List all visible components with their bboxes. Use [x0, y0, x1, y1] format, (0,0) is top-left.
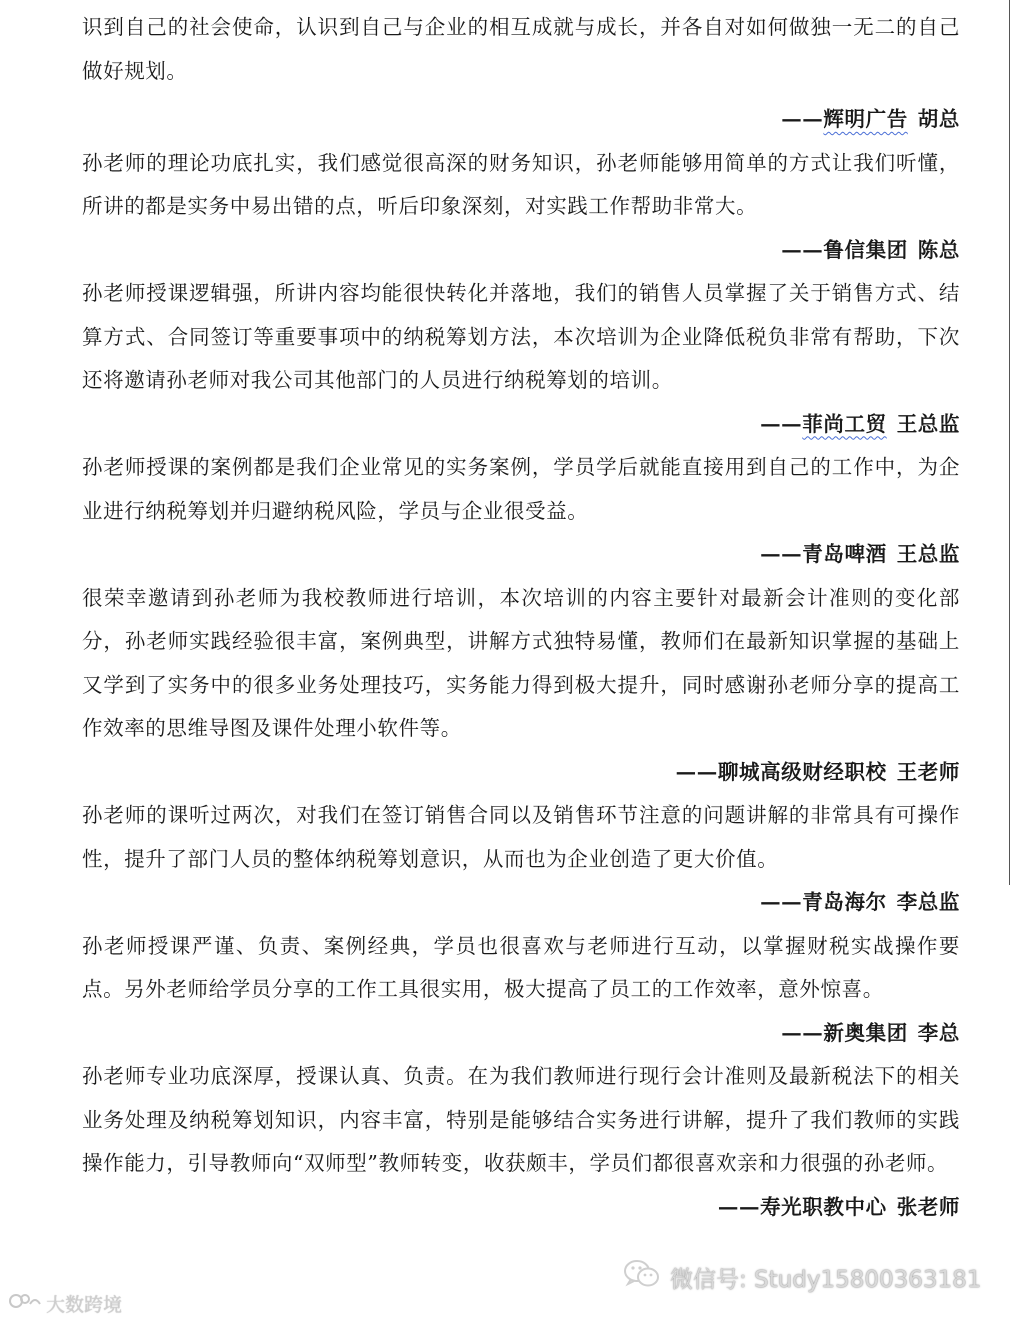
- signature-person: 陈总: [917, 237, 960, 262]
- signature-organization: 菲尚工贸: [802, 411, 887, 436]
- signature-person: 李总: [917, 1020, 960, 1045]
- signature-person: 王总监: [896, 542, 960, 566]
- testimonial-paragraph: 孙老师的课听过两次，对我们在签订销售合同以及销售环节注意的问题讲解的非常具有可操作性，提升了部门人员的整体纳税筹划意识，从而也为企业创造了更大价值。: [82, 803, 960, 871]
- watermark-right-text: 微信号: Study15800363181: [670, 1266, 982, 1293]
- testimonial-signature: [82, 751, 960, 795]
- signature-organization: 青岛海尔: [802, 890, 887, 914]
- signature-dash: ——: [781, 1020, 824, 1045]
- testimonial-signature: [82, 403, 960, 447]
- signature-dash: ——: [760, 542, 803, 566]
- page-edge-rule: [1009, 0, 1010, 885]
- signature-dash: ——: [717, 1194, 761, 1219]
- testimonial-signature: [82, 1012, 960, 1056]
- signature-organization: 辉明广告: [823, 107, 908, 131]
- wechat-icon: [622, 1258, 662, 1296]
- testimonial-paragraph: 识到自己的社会使命，认识到自己与企业的相互成就与成长，并各自对如何做独一无二的自己做好规划。: [82, 15, 960, 83]
- signature-organization: 寿光职教中心: [760, 1194, 887, 1219]
- signature-organization: 鲁信集团: [823, 237, 908, 262]
- testimonial-signature: [82, 1186, 960, 1230]
- testimonial-signature: [82, 881, 960, 925]
- signature-person: 王老师: [896, 759, 960, 784]
- testimonial-signature: [82, 98, 960, 142]
- testimonial-signature: [82, 533, 960, 577]
- signature-organization: 新奥集团: [823, 1020, 908, 1045]
- signature-person: 李总监: [896, 890, 960, 914]
- testimonials-body: [82, 6, 960, 1229]
- signature-organization: 青岛啤酒: [802, 542, 887, 566]
- signature-person: 王总监: [896, 411, 960, 436]
- testimonial-paragraph: 孙老师专业功底深厚，授课认真、负责。在为我们教师进行现行会计准则及最新税法下的相关业务处理及纳税筹划知识，内容丰富，特别是能够结合实务进行讲解，提升了我们教师的实践操作能力，引导教师向“双师型”教师转变，收获颇丰，学员们都很喜欢亲和力很强的孙老师。: [82, 1064, 960, 1175]
- testimonial-paragraph: 很荣幸邀请到孙老师为我校教师进行培训，本次培训的内容主要针对最新会计准则的变化部分，孙老师实践经验很丰富，案例典型，讲解方式独特易懂，教师们在最新知识掌握的基础上又学到了实务中的很多业务处理技巧，实务能力得到极大提升，同时感谢孙老师分享的提高工作效率的思维导图及课件处理小软件等。: [82, 585, 960, 740]
- watermark-left: [8, 1290, 122, 1317]
- signature-dash: ——: [760, 411, 803, 436]
- signature-person: 张老师: [896, 1194, 960, 1219]
- signature-dash: ——: [760, 890, 803, 914]
- testimonial-paragraph: 孙老师授课的案例都是我们企业常见的实务案例，学员学后就能直接用到自己的工作中，为企业进行纳税筹划并归避纳税风险，学员与企业很受益。: [82, 455, 960, 523]
- signature-organization: 聊城高级财经职校: [717, 759, 887, 784]
- watermark-right: [622, 1258, 981, 1296]
- testimonial-signature: [82, 229, 960, 273]
- testimonial-paragraph: 孙老师授课逻辑强，所讲内容均能很快转化并落地，我们的销售人员掌握了关于销售方式、结算方式、合同签订等重要事项中的纳税筹划方法，本次培训为企业降低税负非常有帮助，下次还将邀请孙老师对我公司其他部门的人员进行纳税筹划的培训。: [82, 281, 960, 392]
- brand-logo-icon: [8, 1290, 42, 1317]
- testimonial-paragraph: 孙老师授课严谨、负责、案例经典，学员也很喜欢与老师进行互动，以掌握财税实战操作要点。另外老师给学员分享的工作工具很实用，极大提高了员工的工作效率，意外惊喜。: [82, 933, 960, 1001]
- testimonial-paragraph: 孙老师的理论功底扎实，我们感觉很高深的财务知识，孙老师能够用简单的方式让我们听懂，所讲的都是实务中易出错的点，听后印象深刻，对实践工作帮助非常大。: [82, 150, 960, 218]
- signature-dash: ——: [781, 107, 824, 131]
- signature-person: 胡总: [917, 107, 960, 131]
- signature-dash: ——: [781, 237, 824, 262]
- watermark-left-text: 大数跨境: [46, 1294, 123, 1316]
- signature-dash: ——: [675, 759, 718, 784]
